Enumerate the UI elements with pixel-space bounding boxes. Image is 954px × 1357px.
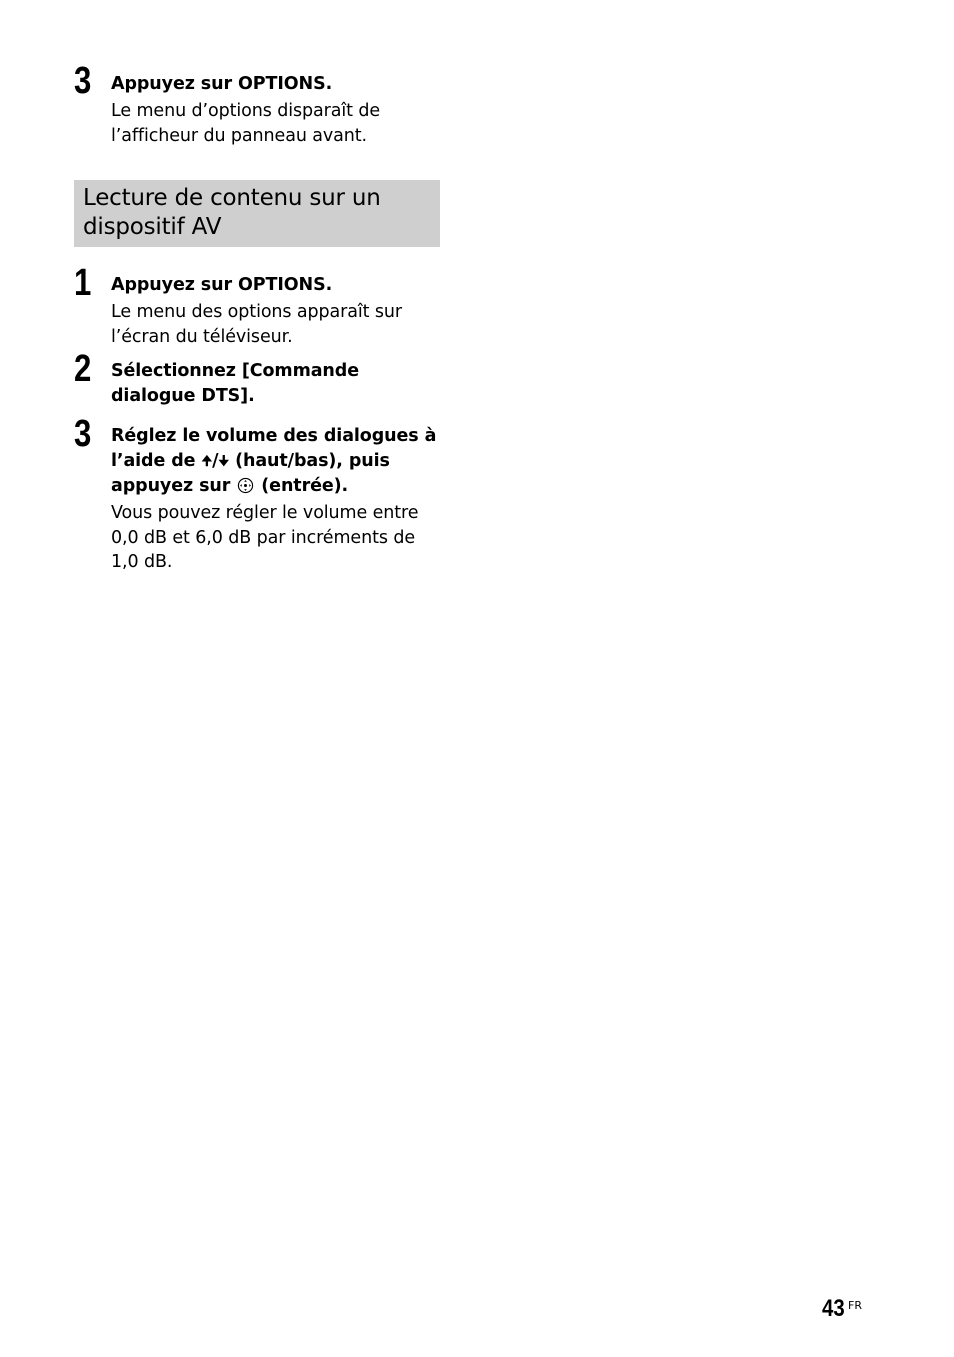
step-number: 3 — [74, 60, 92, 102]
instr-text: (entrée). — [255, 476, 349, 496]
instr-line: dialogue DTS]. — [111, 386, 255, 406]
step-instruction — [111, 424, 446, 499]
desc-line: Le menu des options apparaît sur — [111, 302, 402, 322]
section-header — [74, 180, 440, 247]
step-description — [111, 99, 446, 148]
desc-line: Le menu d’options disparaît de — [111, 101, 381, 121]
desc-line: 1,0 dB. — [111, 552, 173, 572]
step-instruction — [111, 359, 446, 409]
instr-line — [111, 474, 446, 499]
page-language: FR — [848, 1299, 862, 1312]
step-body — [111, 359, 446, 409]
down-arrow-icon: 🠋 — [218, 454, 230, 469]
step-number: 1 — [74, 262, 92, 304]
instr-text: l’aide de — [111, 451, 202, 471]
enter-button-icon — [237, 477, 254, 494]
desc-line: l’afficheur du panneau avant. — [111, 125, 368, 146]
step-description — [111, 300, 446, 349]
section-title — [83, 184, 431, 242]
instr-line — [111, 449, 446, 474]
step-number: 2 — [74, 348, 92, 390]
page-number: 43 — [822, 1295, 845, 1322]
step-instruction: Appuyez sur OPTIONS. — [111, 74, 333, 94]
step-description — [111, 501, 446, 575]
instr-text: (haut/bas), puis — [229, 451, 390, 471]
step-instruction: Appuyez sur OPTIONS. — [111, 275, 333, 295]
instr-line: Sélectionnez [Commande — [111, 361, 359, 381]
desc-line: 0,0 dB et 6,0 dB par incréments de — [111, 527, 415, 548]
step-number: 3 — [74, 413, 92, 455]
section-title-line: dispositif AV — [83, 214, 222, 240]
step-body — [111, 273, 446, 349]
instr-text: appuyez sur — [111, 476, 237, 496]
slash-text: / — [212, 451, 219, 471]
instr-line: Réglez le volume des dialogues à — [111, 426, 437, 446]
desc-line: Vous pouvez régler le volume entre — [111, 503, 419, 523]
step-body — [111, 424, 446, 575]
step-body — [111, 72, 446, 148]
desc-line: l’écran du téléviseur. — [111, 326, 293, 347]
section-title-line: Lecture de contenu sur un — [83, 185, 381, 211]
up-arrow-icon: 🠉 — [201, 454, 213, 469]
